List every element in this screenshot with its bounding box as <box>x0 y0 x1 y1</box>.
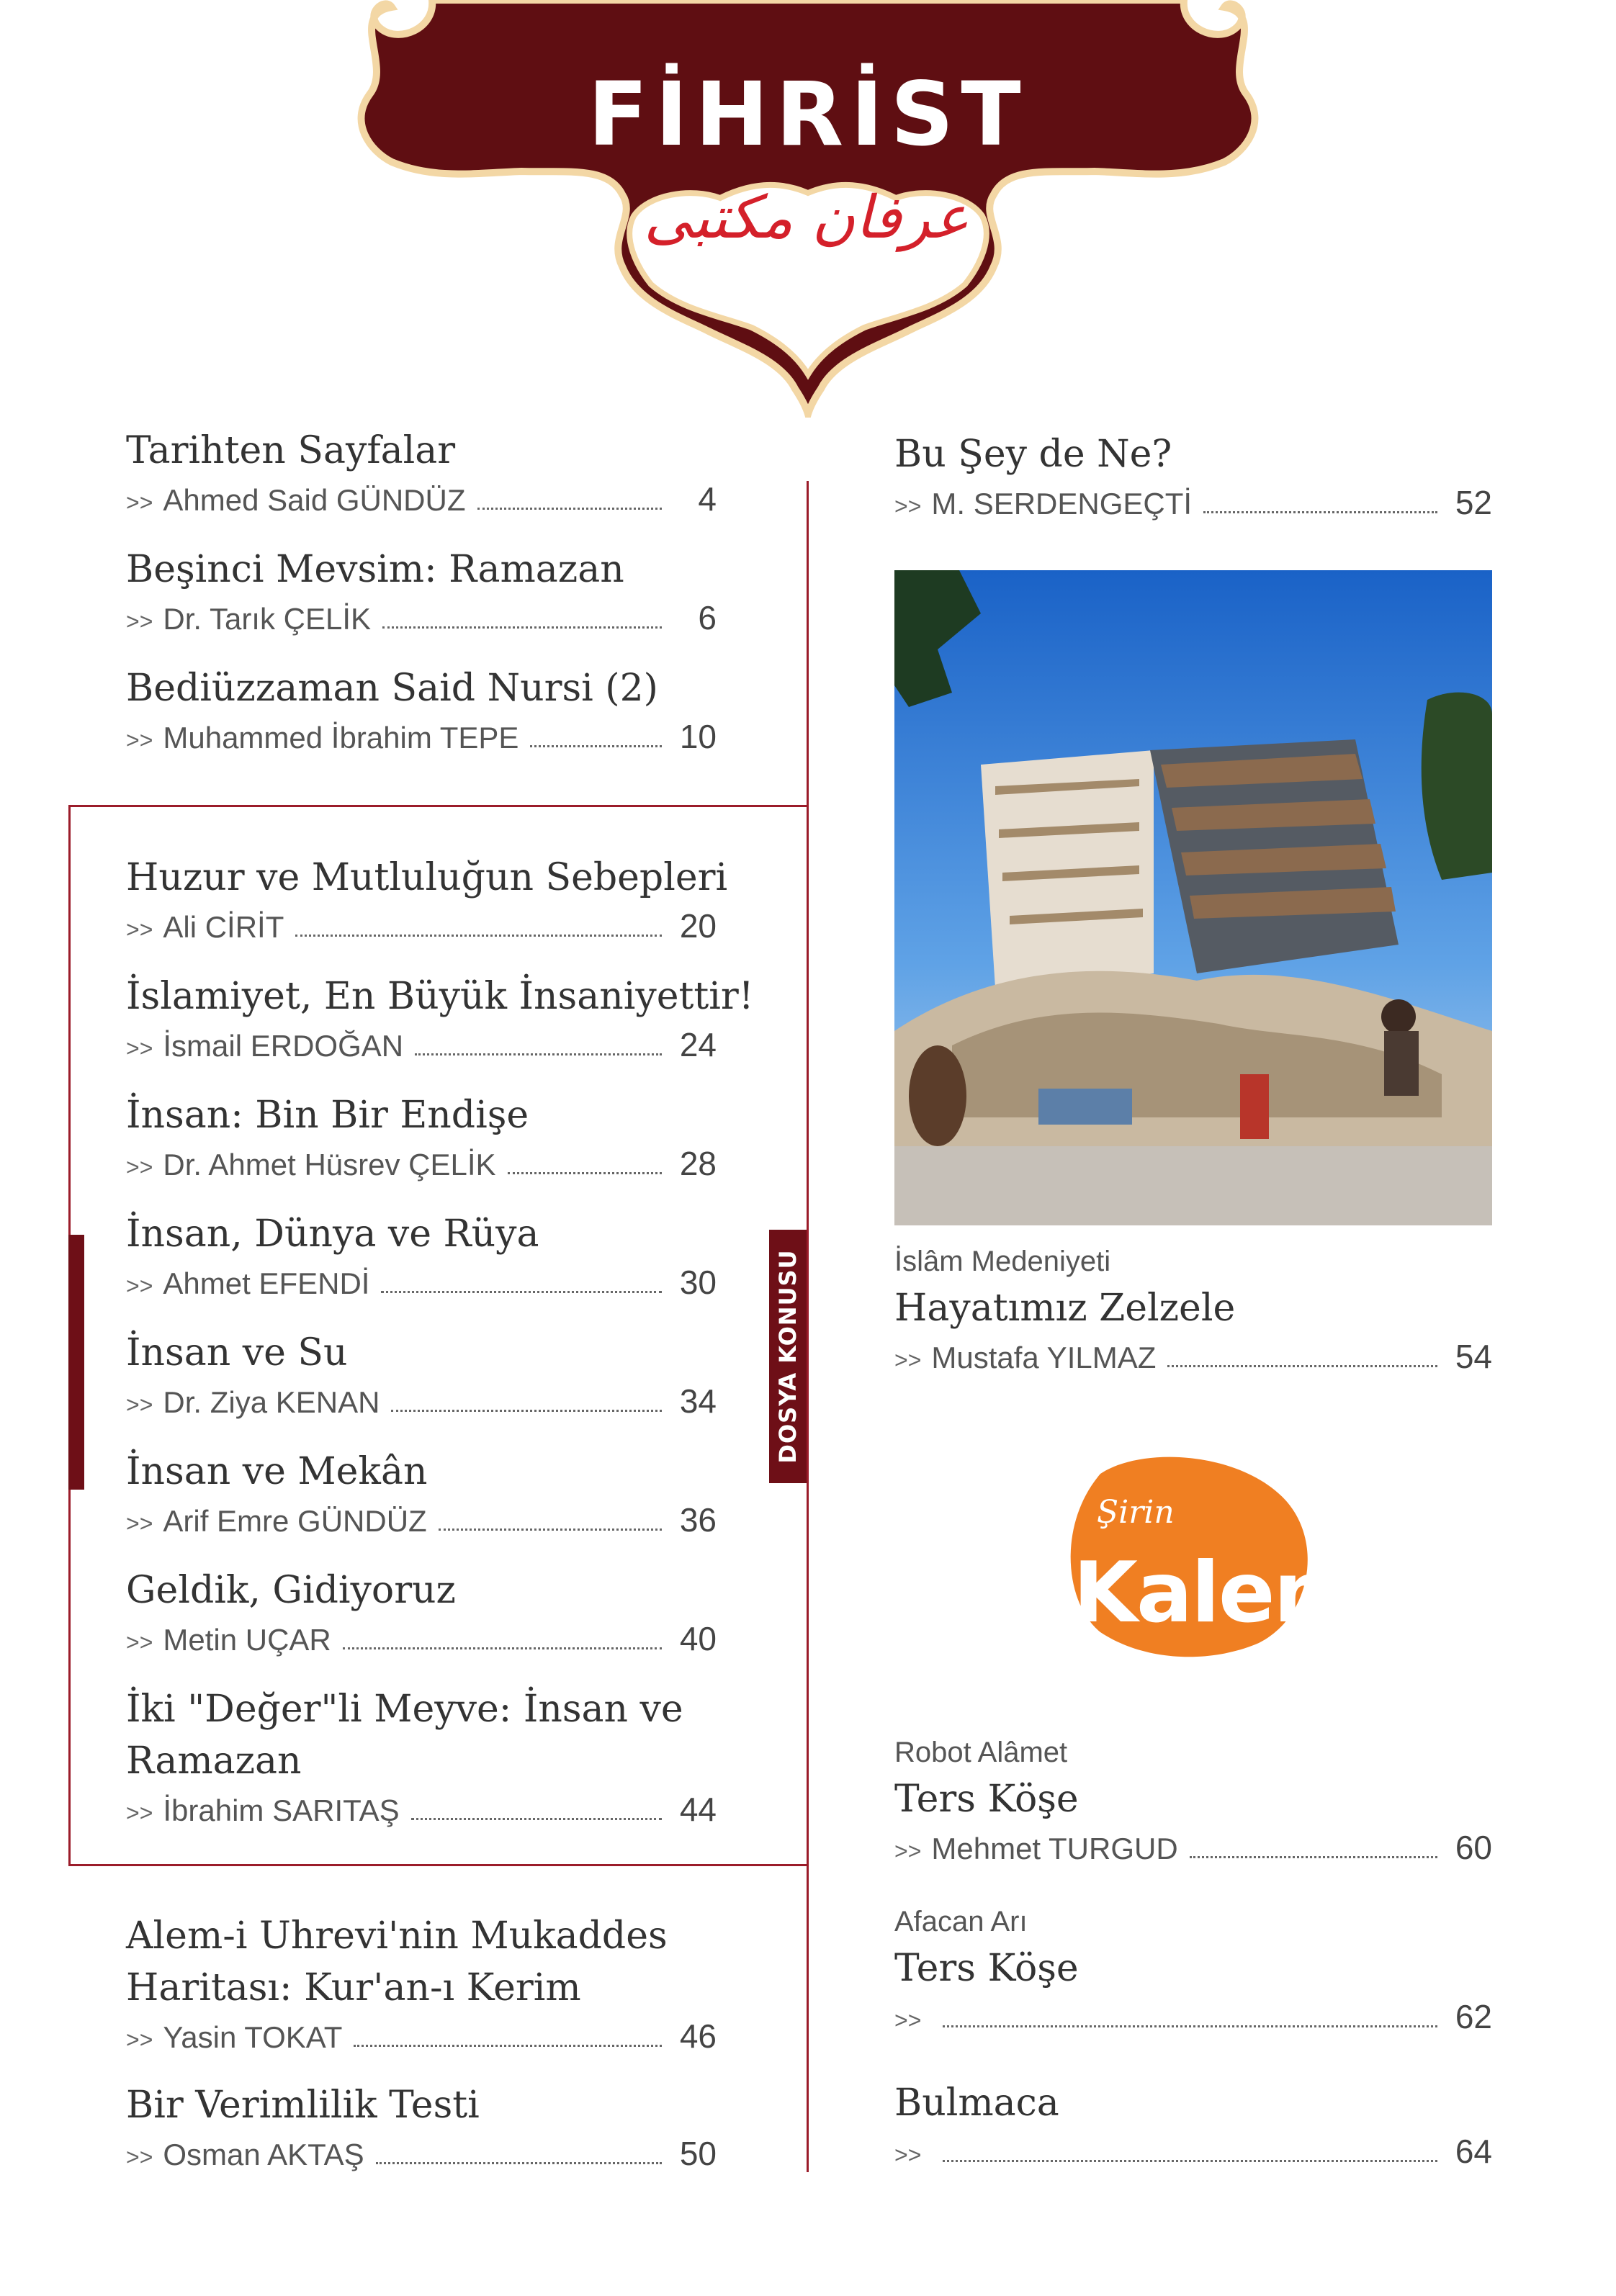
arrow-icon: >> <box>126 2144 153 2170</box>
entry-author: Yasin TOKAT <box>163 2020 343 2054</box>
toc-entry[interactable] <box>894 1246 1492 1376</box>
entry-title: Bulmaca <box>894 2081 1059 2125</box>
entry-title: İnsan: Bin Bir Endişe <box>126 1094 529 1137</box>
entry-page: 4 <box>698 480 717 518</box>
entry-author: Ahmet EFENDİ <box>163 1266 370 1300</box>
entry-title: Huzur ve Mutluluğun Sebepleri <box>126 856 728 899</box>
entry-title: Tarihten Sayfalar <box>126 429 456 472</box>
entry-page: 24 <box>679 1026 717 1063</box>
column-divider-bottom <box>807 1866 809 2172</box>
dot-leader <box>439 1529 662 1531</box>
toc-entry[interactable] <box>126 1208 717 1302</box>
dossier-accent-bar <box>68 1235 84 1490</box>
toc-entry[interactable] <box>126 1089 717 1183</box>
arrow-icon: >> <box>126 1392 153 1418</box>
dot-leader <box>376 2162 662 2164</box>
arrow-icon: >> <box>126 1629 153 1655</box>
arrow-icon: >> <box>894 1838 922 1864</box>
entry-page: 62 <box>1455 1998 1492 2035</box>
entry-page: 44 <box>679 1791 717 1828</box>
toc-entry[interactable] <box>126 1565 717 1658</box>
entry-title: Bediüzzaman Said Nursi (2) <box>126 667 658 710</box>
toc-entry[interactable] <box>126 971 754 1064</box>
arrow-icon: >> <box>894 2142 922 2168</box>
toc-entry[interactable] <box>126 1910 717 2056</box>
column-divider-top <box>807 481 809 805</box>
entry-author: Metin UÇAR <box>163 1623 331 1657</box>
arrow-icon: >> <box>126 490 153 516</box>
toc-entry[interactable] <box>894 2077 1492 2171</box>
entry-title-continued: Haritası: Kur'an-ı Kerim <box>126 1966 581 2009</box>
dot-leader <box>391 1410 662 1412</box>
dot-leader <box>343 1647 662 1649</box>
entry-title: Ters Köşe <box>894 1778 1079 1821</box>
toc-entry[interactable] <box>126 1683 717 1829</box>
entry-author: Osman AKTAŞ <box>163 2138 364 2171</box>
toc-entry[interactable] <box>126 425 717 518</box>
entry-page: 60 <box>1455 1829 1492 1866</box>
entry-page: 54 <box>1455 1338 1492 1375</box>
entry-title: İnsan ve Su <box>126 1331 348 1374</box>
entry-page: 64 <box>1455 2133 1492 2170</box>
dot-leader <box>1203 511 1437 513</box>
entry-author: Dr. Ziya KENAN <box>163 1385 380 1419</box>
dossier-label: DOSYA KONUSU <box>774 1249 802 1464</box>
entry-author: Ali CİRİT <box>163 910 284 944</box>
dot-leader <box>1190 1856 1437 1858</box>
toc-entry[interactable] <box>894 1906 1492 2036</box>
entry-author: Muhammed İbrahim TEPE <box>163 721 519 755</box>
toc-entry[interactable] <box>894 428 1492 522</box>
arrow-icon: >> <box>126 608 153 634</box>
arrow-icon: >> <box>126 1800 153 1826</box>
dot-leader <box>415 1053 662 1055</box>
entry-page: 34 <box>679 1382 717 1420</box>
dot-leader <box>411 1818 662 1820</box>
entry-kicker: Afacan Arı <box>894 1906 1028 1937</box>
logo-word: Kalem <box>1073 1544 1360 1642</box>
entry-title: Ters Köşe <box>894 1947 1079 1990</box>
arrow-icon: >> <box>126 917 153 942</box>
arrow-icon: >> <box>126 1035 153 1061</box>
entry-page: 30 <box>679 1264 717 1301</box>
earthquake-photo <box>894 570 1492 1225</box>
entry-page: 40 <box>679 1620 717 1657</box>
page-title: FİHRİST <box>588 63 1028 166</box>
entry-title: İnsan ve Mekân <box>126 1450 428 1493</box>
entry-author: İsmail ERDOĞAN <box>163 1029 404 1063</box>
entry-author: Arif Emre GÜNDÜZ <box>163 1504 427 1538</box>
toc-entry[interactable] <box>126 1327 717 1421</box>
entry-page: 20 <box>679 907 717 945</box>
dot-leader <box>354 2045 662 2047</box>
toc-entry[interactable] <box>126 852 728 945</box>
dot-leader <box>943 2025 1437 2027</box>
toc-entry[interactable] <box>126 1446 717 1539</box>
dot-leader <box>943 2160 1437 2162</box>
arrow-icon: >> <box>126 2027 153 2053</box>
dot-leader <box>1167 1365 1437 1367</box>
dot-leader <box>477 508 663 510</box>
entry-title: Bu Şey de Ne? <box>894 433 1172 476</box>
entry-title: Beşinci Mevsim: Ramazan <box>126 548 624 591</box>
entry-page: 10 <box>679 718 717 755</box>
arrow-icon: >> <box>894 1347 922 1373</box>
dot-leader <box>508 1172 662 1174</box>
entry-title: Alem-i Uhrevi'nin Mukaddes <box>126 1914 668 1958</box>
entry-author: Ahmed Said GÜNDÜZ <box>163 483 466 517</box>
entry-author: Mustafa YILMAZ <box>931 1341 1157 1374</box>
entry-author: İbrahim SARITAŞ <box>163 1793 400 1827</box>
arrow-icon: >> <box>126 1511 153 1536</box>
entry-title: İslamiyet, En Büyük İnsaniyettir! <box>126 975 754 1018</box>
entry-author: M. SERDENGEÇTİ <box>931 487 1193 521</box>
entry-title: Bir Verimlilik Testi <box>126 2084 480 2127</box>
logo-small-text: Şirin <box>1097 1494 1175 1531</box>
toc-entry[interactable] <box>126 2079 717 2173</box>
entry-page: 36 <box>679 1501 717 1539</box>
entry-page: 52 <box>1455 484 1492 521</box>
dot-leader <box>530 745 662 747</box>
entry-author: Dr. Tarık ÇELİK <box>163 602 372 636</box>
entry-page: 50 <box>679 2135 717 2172</box>
toc-entry[interactable] <box>894 1737 1492 1867</box>
entry-page: 28 <box>679 1145 717 1182</box>
entry-title: Geldik, Gidiyoruz <box>126 1569 456 1612</box>
entry-kicker: İslâm Medeniyeti <box>894 1246 1111 1277</box>
entry-title: İki "Değer"li Meyve: İnsan ve <box>126 1688 683 1731</box>
entry-title: İnsan, Dünya ve Rüya <box>126 1212 539 1256</box>
entry-author: Mehmet TURGUD <box>931 1832 1178 1865</box>
arrow-icon: >> <box>126 1273 153 1299</box>
entry-title-continued: Ramazan <box>126 1739 302 1783</box>
toc-entry[interactable] <box>126 544 717 637</box>
entry-title: Hayatımız Zelzele <box>894 1287 1236 1330</box>
arrow-icon: >> <box>126 1154 153 1180</box>
calligraphy-logo: عرفان مكتبى <box>644 184 969 252</box>
dot-leader <box>382 626 662 629</box>
entry-page: 6 <box>698 599 717 636</box>
arrow-icon: >> <box>894 493 922 519</box>
arrow-icon: >> <box>894 2007 922 2033</box>
toc-entry[interactable] <box>126 662 717 756</box>
dot-leader <box>295 935 662 937</box>
entry-kicker: Robot Alâmet <box>894 1737 1068 1768</box>
entry-author: Dr. Ahmet Hüsrev ÇELİK <box>163 1148 496 1181</box>
arrow-icon: >> <box>126 727 153 753</box>
entry-page: 46 <box>679 2017 717 2055</box>
dot-leader <box>381 1291 662 1293</box>
